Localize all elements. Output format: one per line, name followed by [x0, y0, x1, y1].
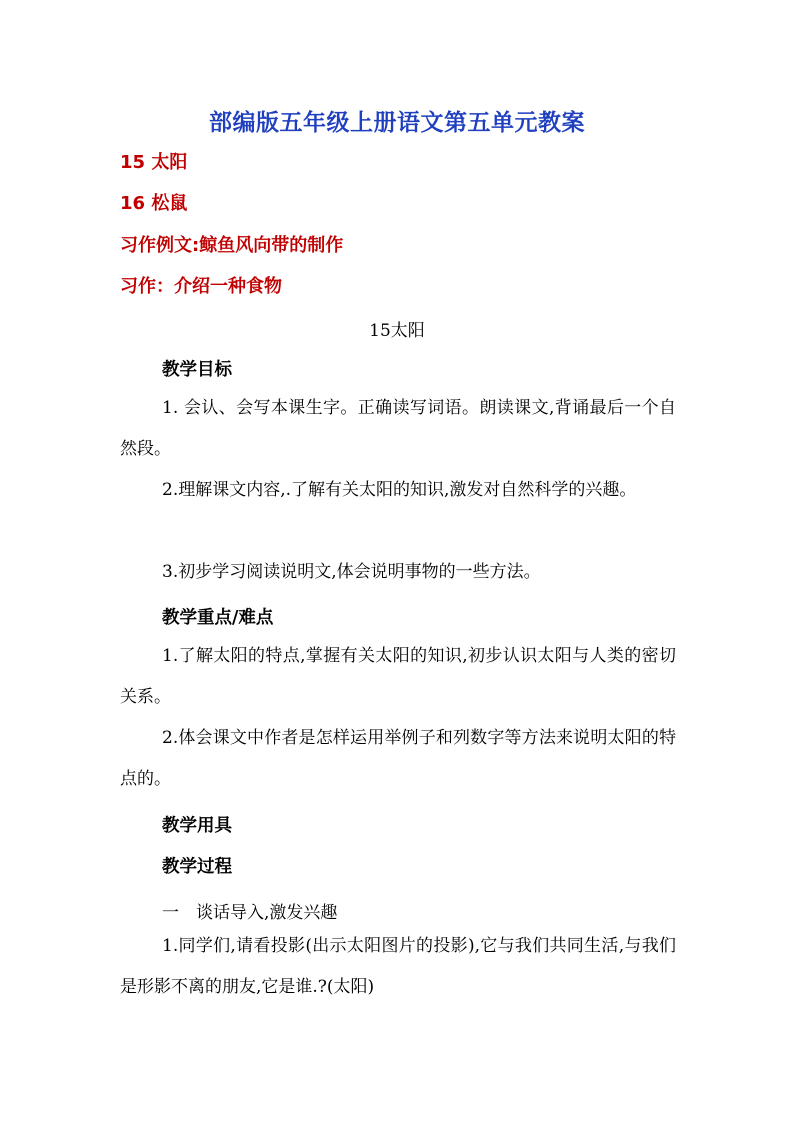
tools-heading: 教学用具	[162, 816, 232, 836]
goal-paragraph-2: 2.理解课文内容,.了解有关太阳的知识,激发对自然科学的兴趣。	[162, 480, 637, 500]
key-points-heading: 教学重点/难点	[162, 608, 274, 628]
process-paragraph-1: 1.同学们,请看投影(出示太阳图片的投影),它与我们共同生活,与我们是形影不离的朋友,它是谁.?(太阳)	[120, 936, 676, 997]
lesson-title: 15太阳	[369, 321, 425, 341]
goal-paragraph-1: 1. 会认、会写本课生字。正确读写词语。朗读课文,背诵最后一个自然段。	[120, 398, 676, 459]
process-heading: 教学过程	[162, 857, 232, 877]
goals-heading: 教学目标	[162, 360, 232, 380]
key-point-paragraph-1: 1.了解太阳的特点,掌握有关太阳的知识,初步认识太阳与人类的密切关系。	[120, 646, 676, 707]
process-step-1: 一 谈话导入,激发兴趣	[162, 903, 338, 923]
toc-item-lesson-16: 16 松鼠	[120, 193, 188, 214]
toc-item-example-essay: 习作例文:鲸鱼风向带的制作	[120, 235, 344, 256]
toc-item-lesson-15: 15 太阳	[120, 152, 188, 173]
goal-paragraph-3: 3.初步学习阅读说明文,体会说明事物的一些方法。	[162, 562, 541, 582]
key-point-paragraph-2: 2.体会课文中作者是怎样运用举例子和列数字等方法来说明太阳的特点的。	[120, 728, 676, 789]
toc-item-writing: 习作：介绍一种食物	[120, 276, 282, 297]
document-title: 部编版五年级上册语文第五单元教案	[209, 110, 585, 136]
